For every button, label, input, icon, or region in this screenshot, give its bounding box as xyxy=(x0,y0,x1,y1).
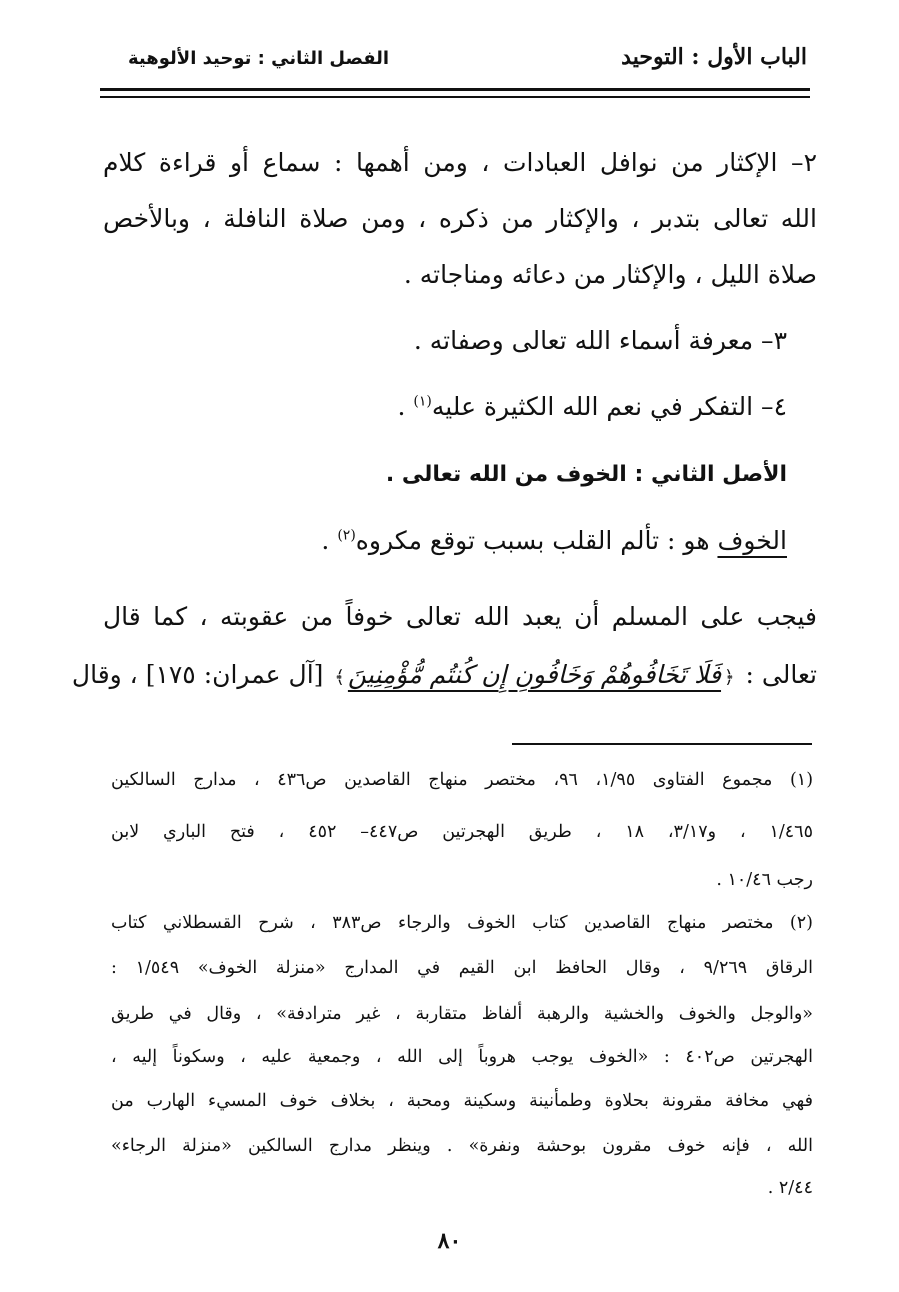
paragraph-2-line-1: ٢– الإكثار من نوافل العبادات ، ومن أهمها : سماع أو قراءة كلام xyxy=(103,148,817,177)
quran-bracket-close: ﴾ xyxy=(334,667,345,688)
paragraph-4-text: ٤– التفكر في نعم الله الكثيرة عليه xyxy=(431,392,787,421)
footnote-2-line-5: فهي مخافة مقرونة بحلاوة وطمأنينة وسكينة ومحبة ، بخلاف خوف المسيء الهارب من xyxy=(111,1091,813,1111)
paragraph-2-line-2: الله تعالى بتدبر ، والإكثار من ذكره ، ومن صلاة النافلة ، وبالأخص xyxy=(103,204,817,233)
quran-verse: فَلَا تَخَافُوهُمْ وَخَافُونِ إِن كُنتُم مُّؤْمِنِينَ xyxy=(347,660,722,689)
paragraph-5-lead: تعالى : xyxy=(737,660,817,689)
page-number: ٨٠ xyxy=(437,1228,462,1254)
footnote-2-line-2: الرقاق ٩/٢٦٩ ، وقال الحافظ ابن القيم في المدارج «منزلة الخوف» ١/٥٤٩ : xyxy=(111,958,813,978)
definition-line xyxy=(321,526,787,556)
quran-bracket-open: ﴿ xyxy=(724,667,735,688)
footnote-2-line-6: الله ، فإنه خوف مقرون بوحشة ونفرة» . وينظر مدارج السالكين «منزلة الرجاء» xyxy=(111,1136,813,1156)
footnote-separator xyxy=(512,743,812,745)
running-header-chapter: الباب الأول : التوحيد xyxy=(621,44,807,70)
section-heading-fear: الأصل الثاني : الخوف من الله تعالى . xyxy=(385,462,787,487)
footnote-ref-2: (٢) xyxy=(337,527,356,544)
footnote-2-line-3: «والوجل والخوف والخشية والرهبة ألفاظ متقاربة ، غير مترادفة» ، وقال في طريق xyxy=(111,1004,813,1024)
header-rule-thick xyxy=(100,88,810,91)
footnote-2-line-4: الهجرتين ص٤٠٢ : «الخوف يوجب هروباً إلى الله ، وجمعية عليه ، وسكوناً إليه ، xyxy=(111,1047,813,1067)
definition-end: . xyxy=(321,526,338,555)
footnote-2-line-7: ٢/٤٤ . xyxy=(767,1178,813,1198)
footnote-1-line-2: ١/٤٦٥ ، و٣/١٧، ١٨ ، طريق الهجرتين ص٤٤٧– ٤٥٢ ، فتح الباري لابن xyxy=(111,822,813,842)
running-header-section: الفصل الثاني : توحيد الألوهية xyxy=(128,48,390,69)
footnote-1-line-1: (١) مجموع الفتاوى ١/٩٥، ٩٦، مختصر منهاج القاصدين ص٤٣٦ ، مدارج السالكين xyxy=(111,770,814,790)
header-rule-thin xyxy=(100,96,810,98)
footnote-ref-1: (١) xyxy=(413,393,432,410)
paragraph-5-line-1: فيجب على المسلم أن يعبد الله تعالى خوفاً من عقوبته ، كما قال xyxy=(103,602,817,631)
footnote-1-line-3: رجب ١٠/٤٦ . xyxy=(716,870,813,890)
definition-term: الخوف xyxy=(717,526,787,555)
footnote-2-line-1: (٢) مختصر منهاج القاصدين كتاب الخوف والرجاء ص٣٨٣ ، شرح القسطلاني كتاب xyxy=(111,913,813,933)
paragraph-4-end: . xyxy=(397,392,414,421)
paragraph-2-line-3: صلاة الليل ، والإكثار من دعائه ومناجاته . xyxy=(403,260,817,289)
paragraph-3: ٣– معرفة أسماء الله تعالى وصفاته . xyxy=(413,326,787,355)
paragraph-4 xyxy=(397,392,787,422)
verse-citation: [آل عمران: ١٧٥] ، وقال xyxy=(71,660,332,689)
paragraph-5-line-2 xyxy=(71,660,817,690)
definition-text: هو : تألم القلب بسبب توقع مكروه xyxy=(355,526,718,555)
